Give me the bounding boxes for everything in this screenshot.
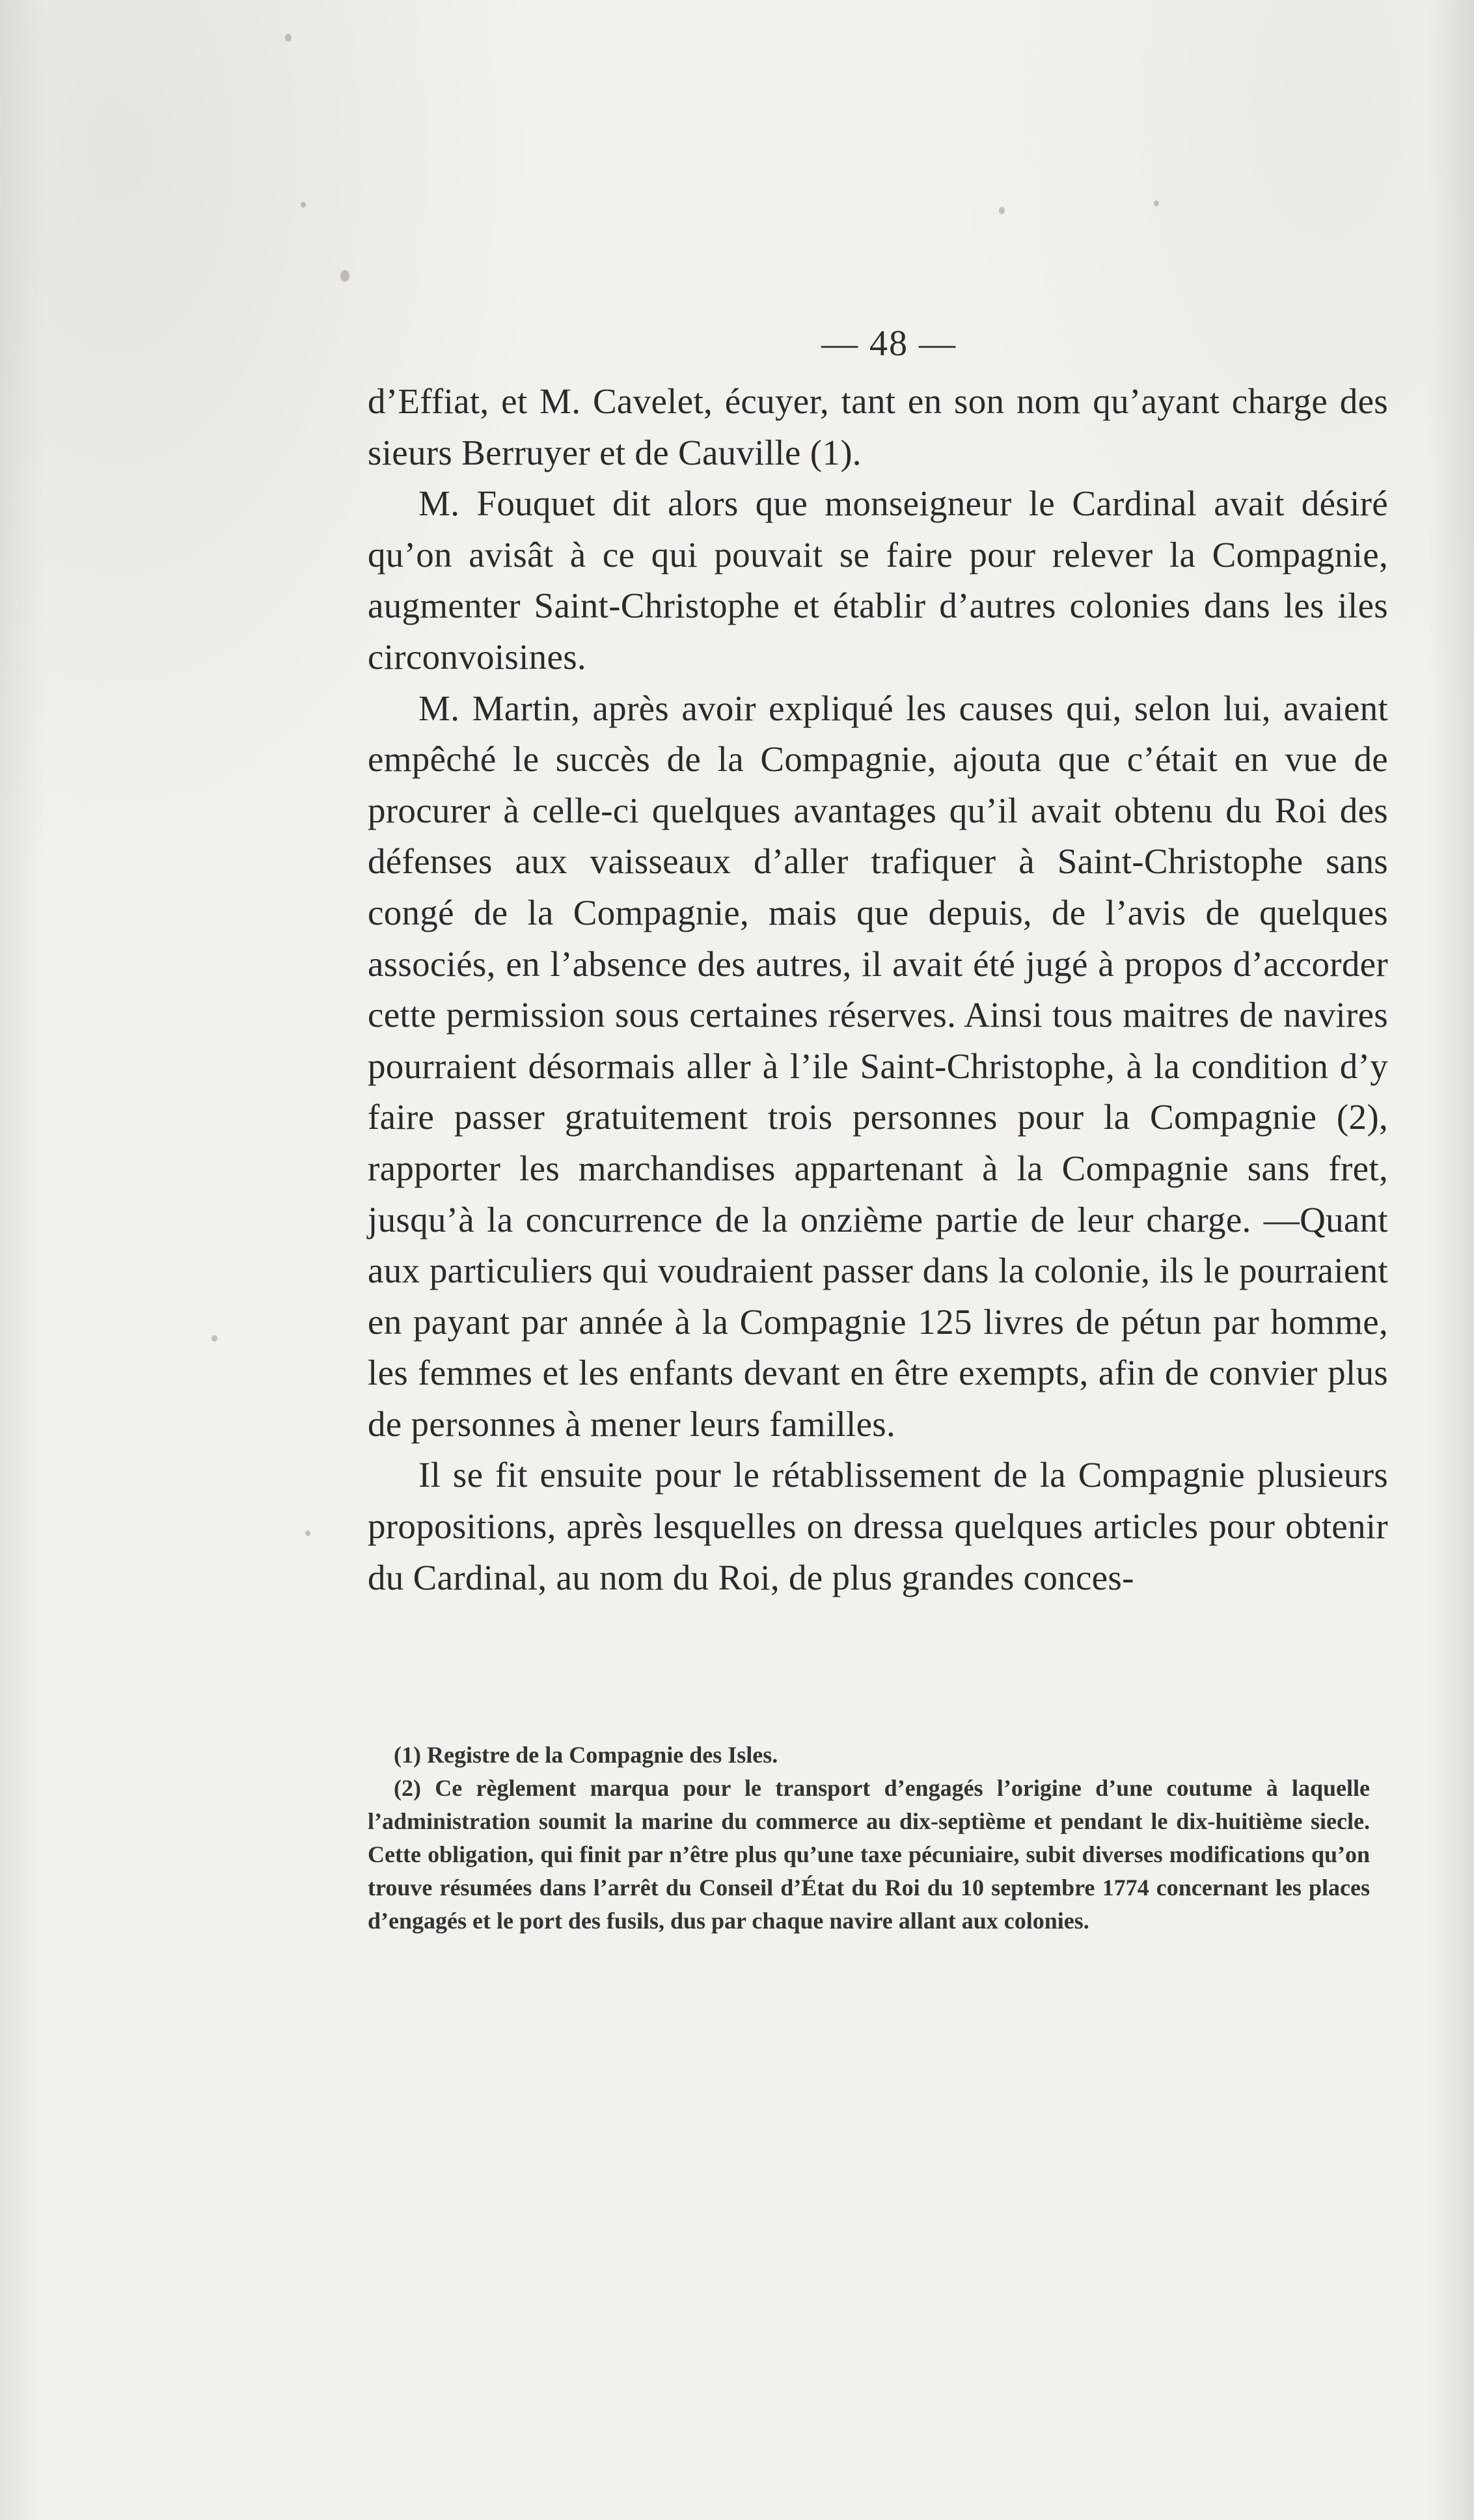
paragraph: Il se fit ensuite pour le rétablissement de la Compagnie plusieurs propositions, après lesquelles on dressa quelques articles pour obtenir du Cardinal, au nom du Roi, de plus grandes conces-	[368, 1455, 1388, 1597]
paper-stain	[301, 202, 306, 208]
paper-stain	[1154, 200, 1159, 206]
page-number: — 48 —	[821, 323, 957, 364]
footnote: (1) Registre de la Compagnie des Isles.	[394, 1742, 778, 1768]
paragraph: d’Effiat, et M. Cavelet, écuyer, tant en son nom qu’ayant charge des sieurs Berruyer et de Cauville (1).	[368, 381, 1388, 472]
footnotes	[368, 1739, 1370, 1938]
paragraph: M. Martin, après avoir expliqué les causes qui, selon lui, avaient empêché le succès de la Compagnie, ajouta que c’était en vue de procurer à celle-ci quelques avantages qu’il avait obtenu du Roi des défenses aux vaisseaux d’aller trafiquer à Saint-Christophe sans congé de la Compagnie, mais que depuis, de l’avis de quelques associés, en l’absence des autres, il avait été jugé à propos d’accorder cette permission sous certaines réserves. Ainsi tous maitres de navires pourraient désormais aller à l’ile Saint-Christophe, à la condition d’y faire passer gratuitement trois personnes pour la Compagnie (2), rapporter les marchandises appartenant à la Compagnie sans fret, jusqu’à la concurrence de la onzième partie de leur charge. —Quant aux particuliers qui voudraient passer dans la colonie, ils le pourraient en payant par année à la Compagnie 125 livres de pétun par homme, les femmes et les enfants devant en être exempts, afin de convier plus de personnes à mener leurs familles.	[368, 688, 1388, 1444]
paragraph: M. Fouquet dit alors que monseigneur le Cardinal avait désiré qu’on avisât à ce qui pouvait se faire pour relever la Compagnie, augmenter Saint-Christophe et établir d’autres colonies dans les iles circonvoisines.	[368, 483, 1388, 677]
paper-stain	[305, 1530, 310, 1536]
main-text	[368, 376, 1388, 1603]
paper-stain	[212, 1335, 217, 1342]
footnote: (2) Ce règlement marqua pour le transport d’engagés l’origine d’une coutume à laquelle l’administration soumit la marine du commerce au dix-septième et pendant le dix-huitième siecle. Cette obligation, qui finit par n’être plus qu’une taxe pécuniaire, subit diverses modifications qu’on trouve résumées dans l’arrêt du Conseil d’État du Roi du 10 septembre 1774 concernant les places d’engagés et le port des fusils, dus par chaque navire allant aux colonies.	[368, 1775, 1370, 1934]
paper-stain	[285, 34, 292, 42]
paper-stain	[340, 270, 349, 282]
paper-stain	[999, 207, 1005, 214]
